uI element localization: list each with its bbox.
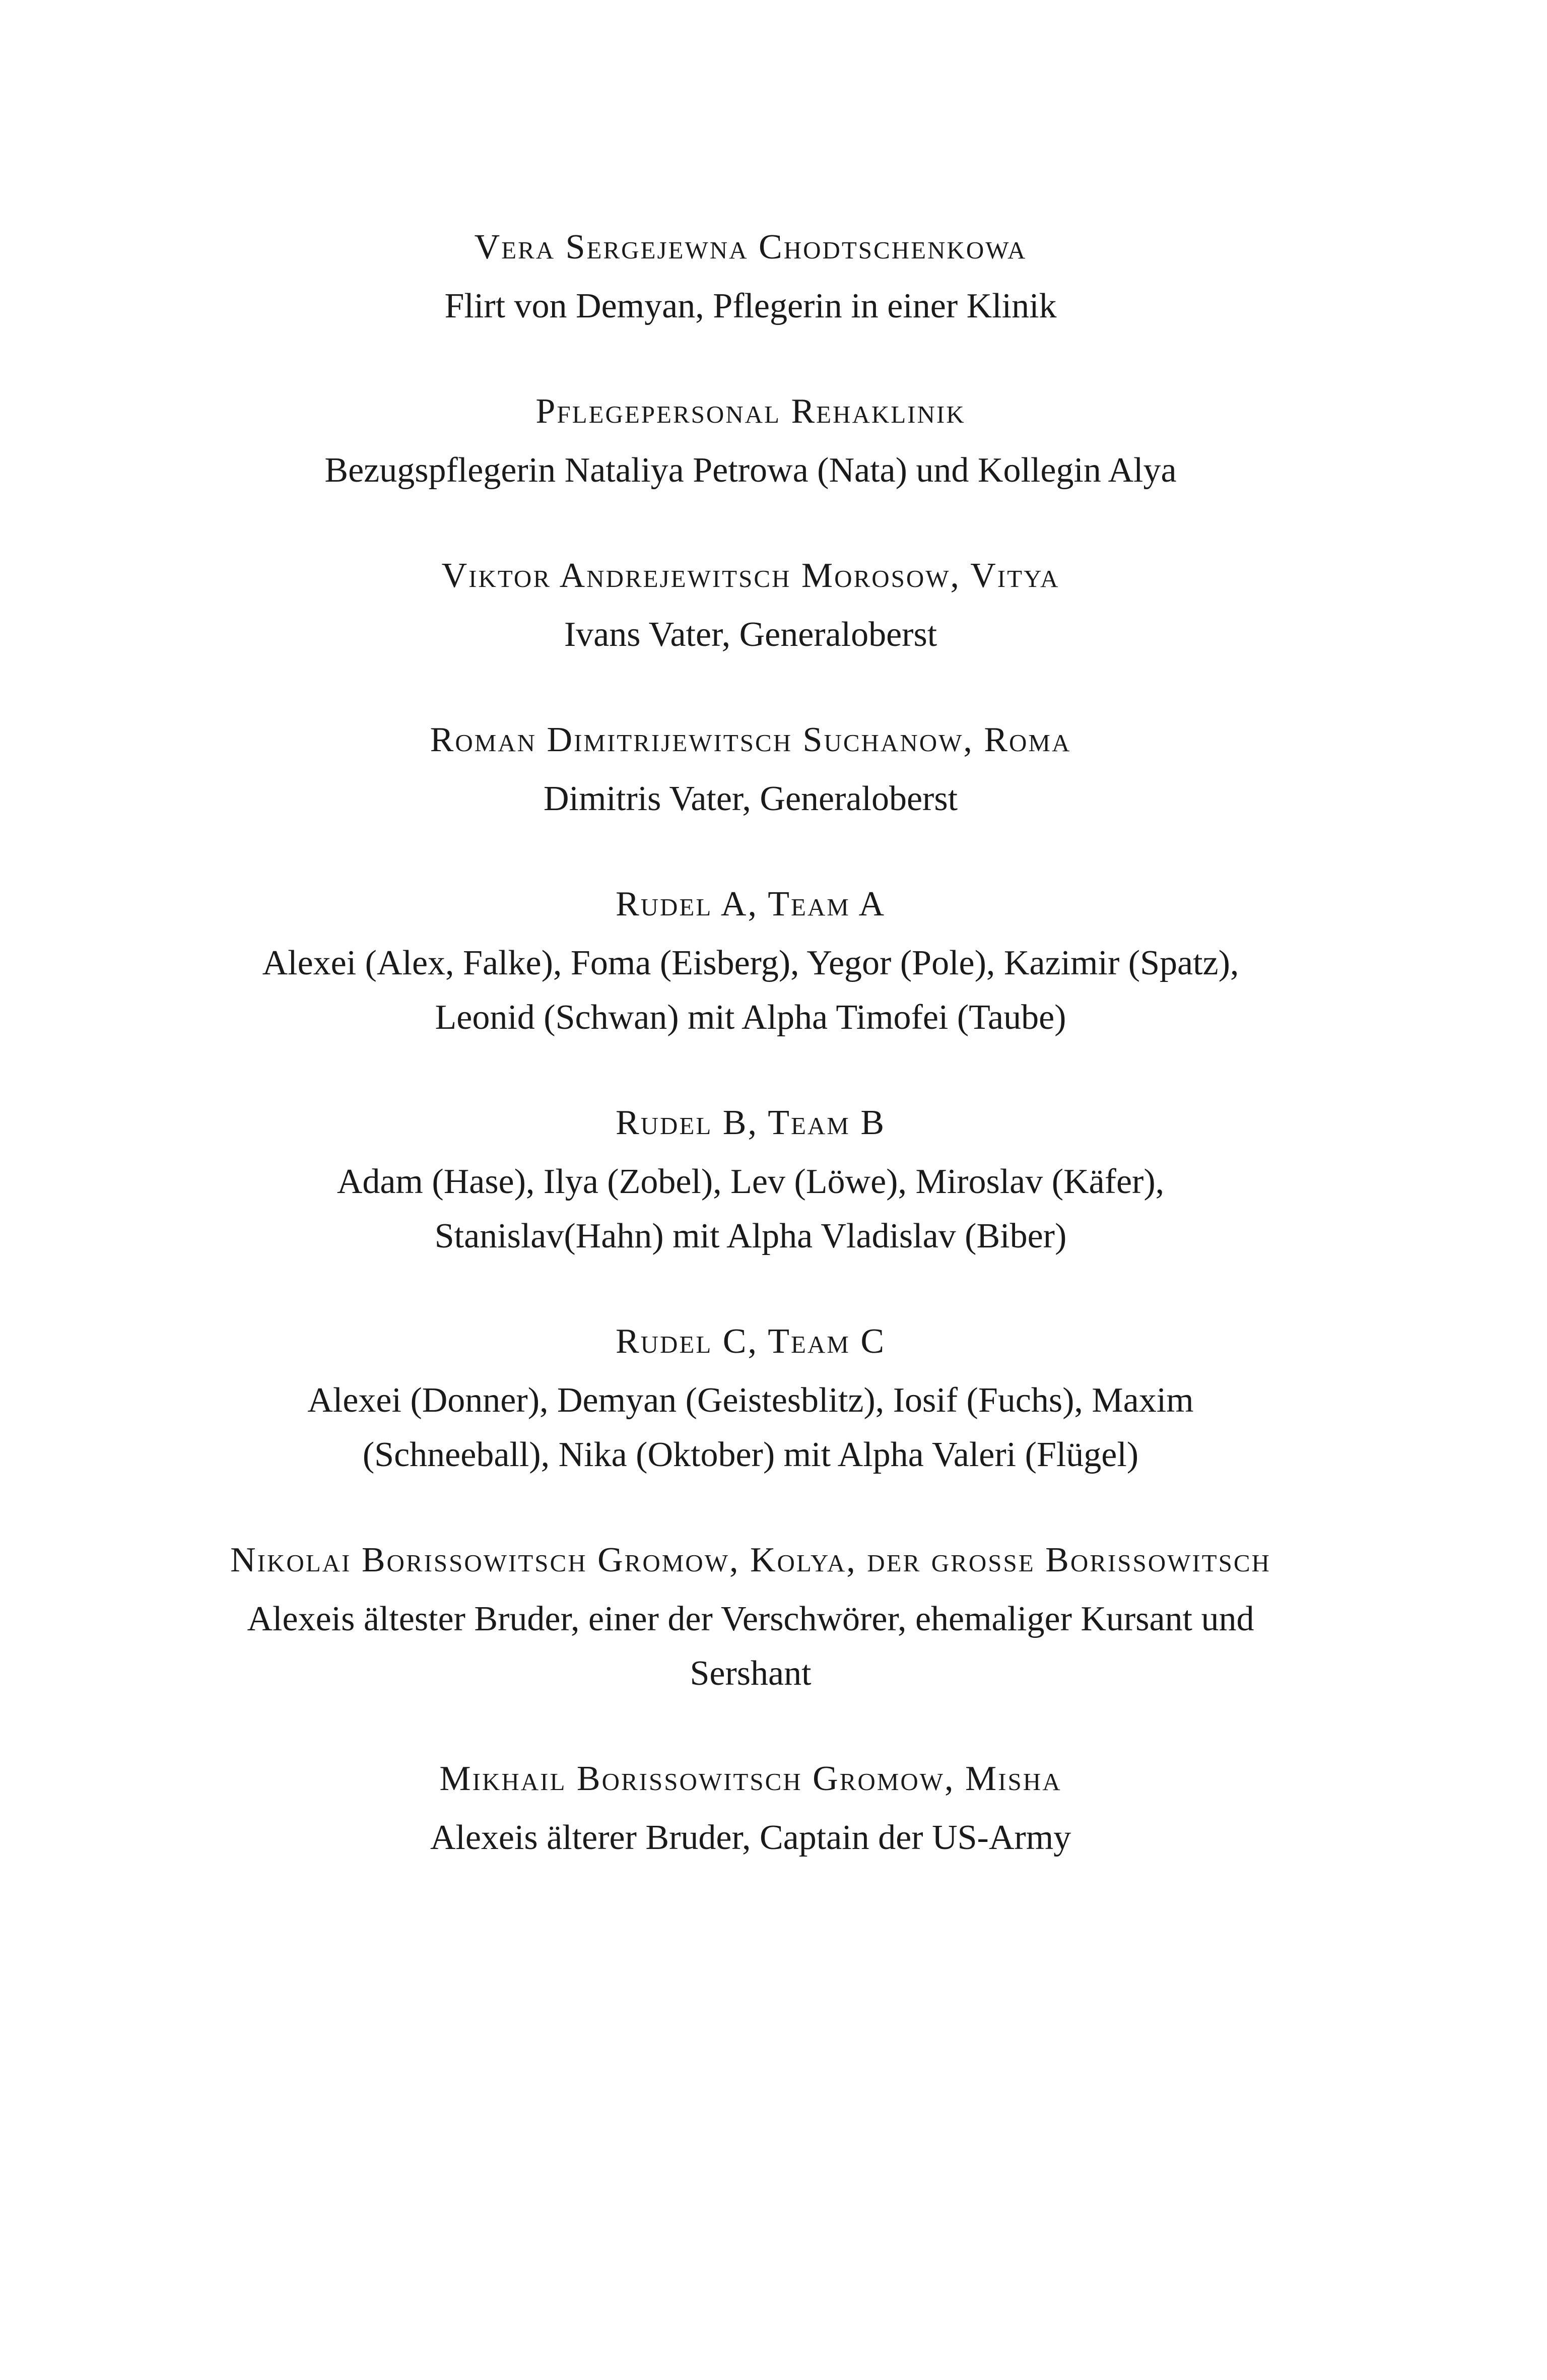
character-entry: [222, 222, 1280, 334]
character-entry: [222, 1753, 1280, 1865]
character-name: Mikhail Borissowitsch Gromow, Misha: [439, 1759, 1062, 1798]
character-description: Alexei (Alex, Falke), Foma (Eisberg), Yegor (Pole), Kazimir (Spatz), Leonid (Schwan) mit Alpha Timofei (Taube): [262, 944, 1239, 1037]
character-name: Rudel A, Team A: [615, 885, 886, 923]
character-name: Viktor Andrejewitsch Morosow, Vitya: [441, 556, 1060, 595]
character-description: Alexei (Donner), Demyan (Geistesblitz), Iosif (Fuchs), Maxim (Schneeball), Nika (Oktober) mit Alpha Valeri (Flügel): [307, 1381, 1194, 1474]
character-description: Dimitris Vater, Generaloberst: [543, 779, 958, 818]
character-name: Rudel C, Team C: [615, 1322, 886, 1361]
character-description: Bezugspflegerin Nataliya Petrowa (Nata) und Kollegin Alya: [324, 451, 1177, 490]
character-description: Ivans Vater, Generaloberst: [564, 615, 937, 654]
character-entry: [222, 1535, 1280, 1701]
character-entry: [222, 386, 1280, 498]
character-name: Nikolai Borissowitsch Gromow, Kolya, der grosse Borissowitsch: [230, 1541, 1271, 1579]
character-description: Alexeis älterer Bruder, Captain der US-Army: [430, 1818, 1071, 1857]
character-description: Adam (Hase), Ilya (Zobel), Lev (Löwe), Miroslav (Käfer), Stanislav(Hahn) mit Alpha Vladislav (Biber): [337, 1162, 1165, 1255]
character-name: Pflegepersonal Rehaklinik: [535, 392, 966, 431]
character-description: Flirt von Demyan, Pflegerin in einer Klinik: [444, 287, 1057, 325]
character-entry: [222, 1316, 1280, 1482]
character-name: Roman Dimitrijewitsch Suchanow, Roma: [430, 720, 1071, 759]
character-name: Rudel B, Team B: [615, 1103, 886, 1142]
character-entry: [222, 714, 1280, 826]
character-entry: [222, 879, 1280, 1045]
character-list: [222, 222, 1280, 1918]
character-entry: [222, 1097, 1280, 1264]
character-entry: [222, 550, 1280, 662]
character-name: Vera Sergejewna Chodtschenkowa: [474, 228, 1027, 267]
character-description: Alexeis ältester Bruder, einer der Verschwörer, ehemaliger Kursant und Sershant: [247, 1600, 1254, 1693]
